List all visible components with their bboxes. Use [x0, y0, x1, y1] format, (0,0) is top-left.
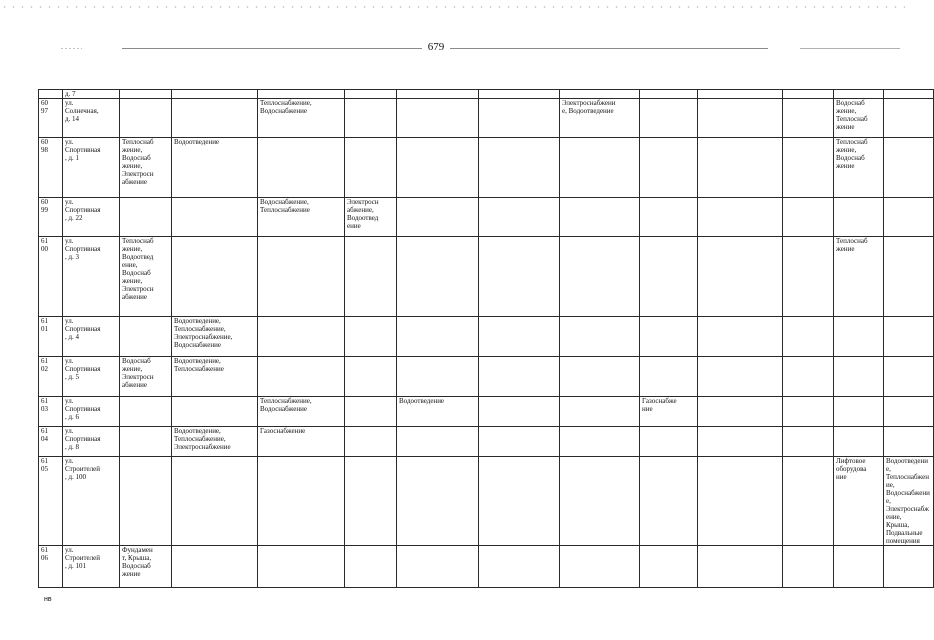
table-cell — [640, 99, 698, 138]
table-cell — [698, 198, 783, 237]
table-cell — [172, 546, 258, 588]
table-cell — [345, 397, 397, 427]
table-cell — [63, 237, 120, 317]
table-cell — [63, 397, 120, 427]
cell-text: Теплоснаб жение, Водоснаб жение, Электросн абжение — [122, 138, 154, 186]
table-cell — [783, 357, 834, 397]
table-cell — [172, 90, 258, 99]
table-cell — [39, 90, 63, 99]
table-cell — [120, 457, 172, 546]
table-row — [39, 397, 934, 427]
cell-text: Водоснаб жение, Теплоснаб жение — [836, 99, 868, 131]
table-cell — [560, 90, 640, 99]
address-text: д. 7 — [65, 90, 76, 98]
cell-text: Лифтовое оборудова ние — [836, 457, 867, 481]
table-cell — [345, 546, 397, 588]
table-cell — [560, 427, 640, 457]
address-text: ул. Спортивная , д. 5 — [65, 357, 101, 381]
table-cell — [258, 457, 345, 546]
table-cell — [258, 357, 345, 397]
table-cell — [698, 99, 783, 138]
table-cell — [397, 357, 479, 397]
table-cell — [345, 90, 397, 99]
cell-text: Водоотведение, Теплоснабжение, Водоснабжение, Электроснабжение, Крыша, Подвальные помещения — [886, 457, 930, 545]
table-cell — [120, 198, 172, 237]
row-number: 61 00 — [41, 237, 48, 253]
table-cell — [783, 138, 834, 198]
table-cell — [884, 99, 934, 138]
cell-text: Электроснабжени е, Водоотведение — [562, 99, 616, 115]
table-cell — [63, 317, 120, 357]
table-cell — [397, 457, 479, 546]
cell-text: Водоотведение, Теплоснабжение, Электроснабжение — [174, 427, 231, 451]
cell-text: Газоснабжение — [260, 427, 306, 435]
table-cell — [479, 237, 560, 317]
table-cell — [397, 99, 479, 138]
table-cell — [884, 237, 934, 317]
table-cell — [172, 138, 258, 198]
table-cell — [345, 198, 397, 237]
table-cell — [698, 457, 783, 546]
cell-text: Теплоснабжение, Водоснабжение — [260, 397, 312, 413]
table-cell — [397, 546, 479, 588]
table-cell — [172, 237, 258, 317]
table-cell — [560, 198, 640, 237]
cell-text: Газоснабже ние — [642, 397, 677, 413]
repair-schedule-table — [38, 89, 934, 588]
table-cell — [479, 198, 560, 237]
table-cell — [884, 357, 934, 397]
cell-text: Водоснаб жение, Электросн абжение — [122, 357, 154, 389]
table-cell — [698, 317, 783, 357]
table-cell — [120, 237, 172, 317]
table-cell — [172, 317, 258, 357]
table-cell — [698, 397, 783, 427]
address-text: ул. Спортивная , д. 4 — [65, 317, 101, 341]
cell-text: Водоснабжение, Теплоснабжение — [260, 198, 310, 214]
row-number: 61 04 — [41, 427, 48, 443]
table-row — [39, 317, 934, 357]
table-cell — [479, 546, 560, 588]
table-cell — [783, 427, 834, 457]
row-number: 61 03 — [41, 397, 48, 413]
table-cell — [783, 546, 834, 588]
table-cell — [640, 397, 698, 427]
table-cell — [834, 357, 884, 397]
table-cell — [345, 237, 397, 317]
address-text: ул. Строителей , д. 100 — [65, 457, 100, 481]
table-cell — [120, 427, 172, 457]
table-cell — [640, 138, 698, 198]
table-row — [39, 198, 934, 237]
row-number: 60 97 — [41, 99, 48, 115]
address-text: ул. Спортивная , д. 1 — [65, 138, 101, 162]
table-cell — [172, 457, 258, 546]
table-row — [39, 357, 934, 397]
table-cell — [120, 99, 172, 138]
table-cell — [698, 237, 783, 317]
table-cell — [345, 138, 397, 198]
table-cell — [397, 198, 479, 237]
table-cell — [39, 357, 63, 397]
table-cell — [258, 138, 345, 198]
table-cell — [560, 138, 640, 198]
table-cell — [345, 427, 397, 457]
table-cell — [783, 397, 834, 427]
row-number: 61 01 — [41, 317, 48, 333]
table-row — [39, 546, 934, 588]
table-cell — [560, 99, 640, 138]
table-cell — [397, 237, 479, 317]
cell-text: Фундамен т, Крыша, Водоснаб жение — [122, 546, 153, 578]
table-cell — [783, 317, 834, 357]
address-text: ул. Спортивная , д. 6 — [65, 397, 101, 421]
address-text: ул. Строителей , д. 101 — [65, 546, 100, 570]
cell-text: Теплоснаб жение, Водоснаб жение — [836, 138, 868, 170]
header-rule-left — [122, 48, 422, 49]
table-cell — [884, 90, 934, 99]
cell-text: Водоотведение, Теплоснабжение, Электроснабжение, Водоснабжение — [174, 317, 233, 349]
table-cell — [783, 198, 834, 237]
table-cell — [397, 90, 479, 99]
table-cell — [698, 357, 783, 397]
address-text: ул. Спортивная , д. 3 — [65, 237, 101, 261]
table-cell — [834, 427, 884, 457]
table-cell — [63, 90, 120, 99]
table-cell — [479, 357, 560, 397]
table-cell — [397, 317, 479, 357]
cell-text: Теплоснаб жение — [836, 237, 868, 253]
table-cell — [783, 457, 834, 546]
header-dotted-rule — [60, 48, 82, 49]
table-cell — [258, 427, 345, 457]
table-cell — [479, 457, 560, 546]
table-cell — [63, 357, 120, 397]
table-cell — [834, 99, 884, 138]
table-cell — [258, 237, 345, 317]
table-cell — [63, 457, 120, 546]
table-cell — [479, 427, 560, 457]
table-cell — [120, 357, 172, 397]
table-cell — [63, 99, 120, 138]
table-cell — [345, 317, 397, 357]
table-cell — [120, 397, 172, 427]
table-cell — [39, 237, 63, 317]
table-cell — [172, 357, 258, 397]
table-row — [39, 138, 934, 198]
table-cell — [884, 397, 934, 427]
table-cell — [345, 357, 397, 397]
header-rule-right — [450, 48, 768, 49]
table-cell — [172, 99, 258, 138]
table-cell — [39, 546, 63, 588]
row-number: 60 99 — [41, 198, 48, 214]
table-cell — [479, 397, 560, 427]
header-rule-far — [800, 48, 900, 49]
table-cell — [258, 317, 345, 357]
address-text: ул. Спортивная , д. 8 — [65, 427, 101, 451]
footer-mark: нв — [44, 596, 52, 603]
table-cell — [63, 546, 120, 588]
table-cell — [120, 317, 172, 357]
table-cell — [640, 317, 698, 357]
table-cell — [39, 427, 63, 457]
table-cell — [120, 138, 172, 198]
table-body — [39, 90, 934, 588]
table-cell — [698, 138, 783, 198]
table-cell — [640, 90, 698, 99]
table-cell — [258, 99, 345, 138]
table-cell — [834, 198, 884, 237]
table-row — [39, 99, 934, 138]
table-cell — [884, 198, 934, 237]
table-cell — [834, 397, 884, 427]
address-text: ул. Спортивная , д. 22 — [65, 198, 101, 222]
table-cell — [63, 198, 120, 237]
table-cell — [479, 90, 560, 99]
table-cell — [834, 138, 884, 198]
table-cell — [640, 198, 698, 237]
table-cell — [345, 457, 397, 546]
cell-text: Теплоснабжение, Водоснабжение — [260, 99, 312, 115]
cell-text: Электросн абжение, Водоотвед ение — [347, 198, 379, 230]
table-cell — [39, 457, 63, 546]
table-cell — [834, 317, 884, 357]
table-cell — [39, 397, 63, 427]
table-cell — [63, 138, 120, 198]
page-number: 679 — [427, 41, 445, 53]
table-cell — [884, 457, 934, 546]
table-cell — [39, 99, 63, 138]
table-cell — [640, 427, 698, 457]
row-number: 60 98 — [41, 138, 48, 154]
table-cell — [120, 546, 172, 588]
table-cell — [397, 427, 479, 457]
table-cell — [258, 90, 345, 99]
cell-text: Водоотведение — [174, 138, 220, 146]
table-cell — [172, 198, 258, 237]
table-cell — [172, 427, 258, 457]
table-cell — [640, 357, 698, 397]
table-cell — [640, 237, 698, 317]
table-cell — [783, 90, 834, 99]
table-cell — [258, 546, 345, 588]
table-cell — [560, 397, 640, 427]
table-cell — [560, 237, 640, 317]
table-cell — [397, 397, 479, 427]
table-cell — [560, 357, 640, 397]
table-cell — [640, 457, 698, 546]
table-cell — [884, 138, 934, 198]
table-cell — [258, 198, 345, 237]
table-cell — [479, 317, 560, 357]
cell-text: Водоотведение — [399, 397, 445, 405]
table-row — [39, 457, 934, 546]
table-cell — [834, 457, 884, 546]
table-cell — [39, 138, 63, 198]
row-number: 61 02 — [41, 357, 48, 373]
table-cell — [120, 90, 172, 99]
cell-text: Теплоснаб жение, Водоотвед ение, Водоснаб жение, Электросн абжение — [122, 237, 154, 301]
scan-noise-top — [0, 6, 905, 8]
table-cell — [39, 198, 63, 237]
table-cell — [479, 99, 560, 138]
row-number: 61 05 — [41, 457, 48, 473]
cell-text: Водоотведение, Теплоснабжение — [174, 357, 224, 373]
table-cell — [834, 237, 884, 317]
table-cell — [640, 546, 698, 588]
table-cell — [345, 99, 397, 138]
row-number: 61 06 — [41, 546, 48, 562]
table-cell — [560, 317, 640, 357]
table-cell — [698, 546, 783, 588]
table-cell — [834, 546, 884, 588]
table-row — [39, 90, 934, 99]
table-cell — [834, 90, 884, 99]
table-cell — [783, 99, 834, 138]
table-cell — [698, 427, 783, 457]
table-cell — [884, 546, 934, 588]
table-cell — [783, 237, 834, 317]
table-cell — [258, 397, 345, 427]
table-cell — [172, 397, 258, 427]
table-cell — [884, 427, 934, 457]
table-cell — [560, 546, 640, 588]
address-text: ул. Солнечная, д. 14 — [65, 99, 99, 123]
table-cell — [884, 317, 934, 357]
table-cell — [397, 138, 479, 198]
table-cell — [698, 90, 783, 99]
table-cell — [63, 427, 120, 457]
table-row — [39, 237, 934, 317]
table-cell — [479, 138, 560, 198]
table-cell — [39, 317, 63, 357]
table-cell — [560, 457, 640, 546]
table-row — [39, 427, 934, 457]
